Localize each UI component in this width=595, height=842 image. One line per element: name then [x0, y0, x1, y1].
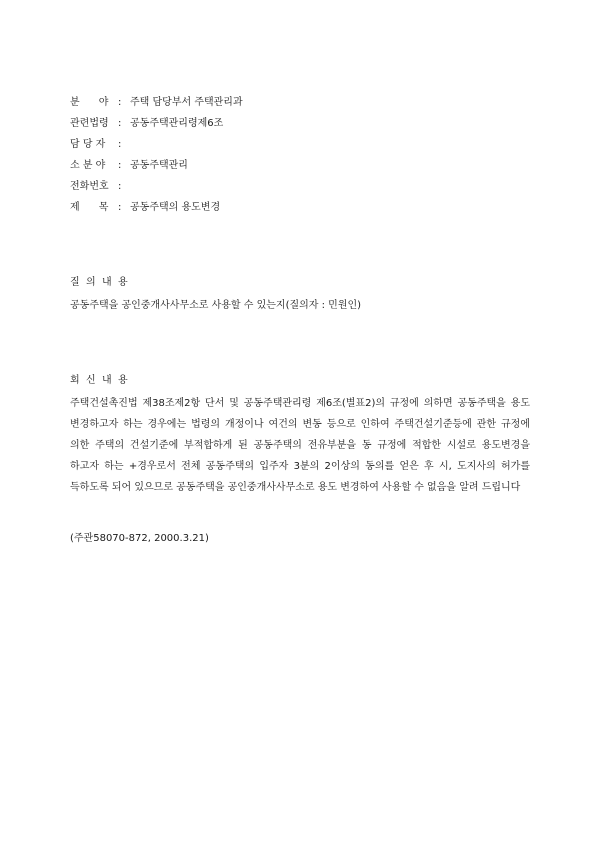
- meta-label: 분 야: [70, 97, 109, 108]
- meta-label: 관련법령: [70, 118, 109, 129]
- meta-label: 제 목: [70, 202, 109, 213]
- answer-body: 주택건설촉진법 제38조제2항 단서 및 공동주택관리령 제6조(별표2)의 규정에 의하면 공동주택을 용도 변경하고자 하는 경우에는 법령의 개정이나 여건의 변동 등으로 인하여 주택건설기준등에 관한 규정에 의한 주택의 건설기준에 부적합하게 된 공동주택의 전유부분을 동 규정에 적합한 시설로 용도변경을 하고자 하는 +경우로서 전체 공동주택의 입주자 3분의 2이상의 동의를 얻은 후 시, 도지사의 허가를 득하도록 되어 있으므로 공동주택을 공인중개사사무소로 용도 변경하여 사용할 수 없음을 알려 드립니다: [70, 398, 530, 493]
- meta-separator: :: [118, 181, 122, 192]
- meta-row-subject: [70, 201, 243, 222]
- meta-row-person-in-charge: [70, 138, 243, 159]
- meta-label: 소 분 야: [70, 160, 106, 171]
- meta-value: 공동주택관리: [130, 160, 188, 171]
- reference-number: (주관58070-872, 2000.3.21): [70, 533, 209, 544]
- meta-separator: :: [118, 97, 122, 108]
- meta-separator: :: [118, 139, 122, 150]
- question-section: [70, 276, 530, 316]
- meta-row-subfield: [70, 159, 243, 180]
- meta-separator: :: [118, 202, 122, 213]
- meta-separator: :: [118, 118, 122, 129]
- answer-section: [70, 374, 530, 498]
- meta-row-related-law: [70, 117, 243, 138]
- meta-row-field: [70, 96, 243, 117]
- question-body: 공동주택을 공인중개사사무소로 사용할 수 있는지(질의자 : 민원인): [70, 300, 362, 311]
- meta-label: 전화번호: [70, 181, 109, 192]
- meta-value: 주택 담당부서 주택관리과: [130, 97, 243, 108]
- question-heading: 질 의 내 용: [70, 277, 128, 288]
- meta-separator: :: [118, 160, 122, 171]
- meta-value: 공동주택관리령제6조: [130, 118, 224, 129]
- document-metadata: [70, 96, 243, 222]
- meta-row-phone: [70, 180, 243, 201]
- answer-heading: 회 신 내 용: [70, 375, 128, 386]
- meta-value: 공동주택의 용도변경: [130, 202, 221, 213]
- meta-label: 담 당 자: [70, 139, 106, 150]
